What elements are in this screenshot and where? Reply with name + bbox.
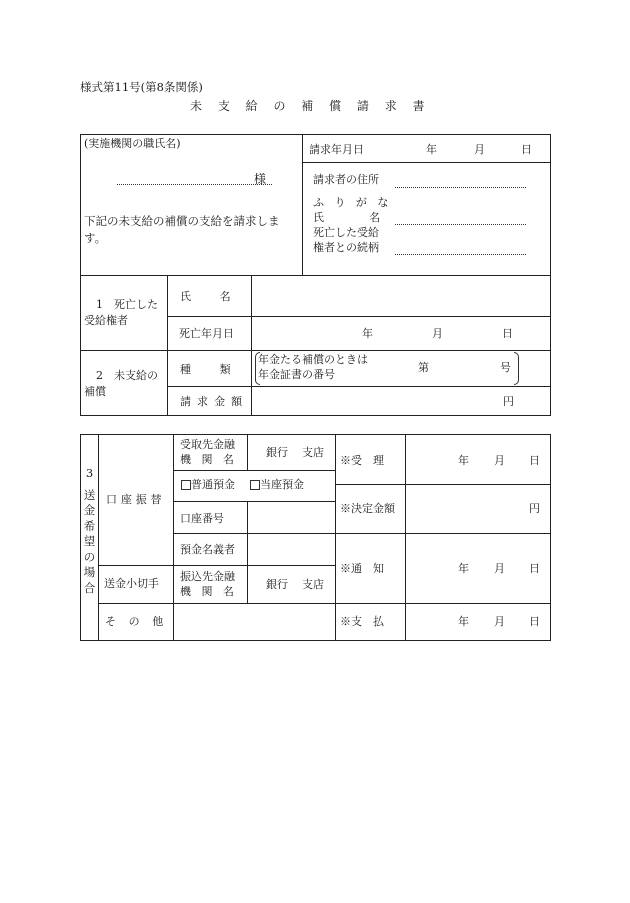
pension-number-dai: 第: [418, 361, 429, 374]
payment-label: ※支 払: [340, 615, 384, 628]
death-date-year: 年: [362, 327, 373, 340]
request-text-line2: す。: [84, 231, 107, 245]
futsu-label: 普通預金: [191, 478, 235, 491]
remit-inst-label-line2: 機関名: [180, 585, 245, 598]
received-label: ※受 理: [340, 454, 384, 467]
section12-col1: [167, 275, 168, 416]
section3-col4: [335, 434, 336, 641]
section3-label-char: 3: [85, 466, 94, 480]
section3-bottom: [80, 640, 551, 641]
section3-label-char: 合: [83, 580, 96, 595]
relation-label-line1: 死亡した受給: [313, 226, 379, 239]
deceased-name-field[interactable]: [252, 276, 550, 316]
section3-label-char: 希: [83, 518, 96, 533]
claim-amount-label: 請求金額: [180, 395, 249, 408]
section3-label-char: 場: [83, 565, 96, 579]
received-year: 年: [458, 454, 469, 467]
account-holder-label: 預金名義者: [180, 543, 235, 556]
remit-branch: 支店: [302, 578, 324, 591]
check-label: 送金小切手: [104, 577, 159, 590]
top-box-top: [80, 134, 551, 135]
request-date-year: 年: [426, 143, 437, 156]
requester-name-label: 氏名: [313, 211, 426, 224]
death-date-day: 日: [502, 327, 513, 340]
section2-label-line2: 補償: [84, 385, 106, 398]
pension-note-line2: 年金証書の番号: [258, 368, 335, 381]
honorific: 様: [254, 172, 267, 186]
section3-label-char: 金: [83, 503, 96, 517]
relation-field[interactable]: [395, 254, 526, 255]
requester-address-label: 請求者の住所: [313, 173, 379, 186]
receive-branch: 支店: [302, 446, 324, 459]
section3-col5: [405, 434, 406, 641]
death-date-label: 死亡年月日: [179, 327, 234, 340]
futsu-checkbox[interactable]: [181, 480, 191, 490]
top-box-divider: [302, 134, 303, 275]
notice-month: 月: [494, 562, 505, 575]
remit-bank: 銀行: [266, 578, 288, 591]
notice-bottom: [335, 603, 551, 604]
relation-label-line2: 権者との続柄: [313, 241, 379, 254]
toza-label: 当座預金: [260, 478, 304, 491]
decided-bottom: [335, 533, 551, 534]
institution-name-field[interactable]: [117, 184, 272, 185]
request-text-line1: 下記の未支給の補償の支給を請求しま: [84, 214, 280, 228]
received-month: 月: [494, 454, 505, 467]
benefit-type-label: 種類: [180, 363, 260, 376]
deceased-name-label: 氏名: [180, 290, 260, 303]
furigana-label: ふりがな: [313, 196, 399, 209]
section1-bottom: [80, 350, 551, 351]
transfer-bottom: [98, 565, 335, 566]
pension-number-go: 号: [500, 361, 511, 374]
receive-bank: 銀行: [266, 446, 288, 459]
claim-amount-yen: 円: [503, 395, 514, 408]
pension-bracket-right: [514, 352, 519, 385]
section3-label-char: 望: [83, 534, 96, 548]
institution-label: (実施機関の職氏名): [84, 137, 181, 150]
death-date-month: 月: [432, 327, 443, 340]
request-date-underline: [302, 162, 551, 163]
receive-inst-label-line1: 受取先金融: [180, 438, 235, 451]
requester-name-field[interactable]: [395, 224, 526, 225]
requester-address-field[interactable]: [395, 187, 526, 188]
received-day: 日: [529, 454, 540, 467]
decided-amount-label: ※決定金額: [340, 502, 395, 515]
request-date-month: 月: [474, 143, 485, 156]
request-date-label: 請求年月日: [309, 143, 364, 156]
notice-day: 日: [529, 562, 540, 575]
section2-label-line1: 2 未支給の: [96, 369, 158, 382]
account-holder-field[interactable]: [248, 534, 334, 564]
page-title: 未 支 給 の 補 償 請 求 書: [190, 99, 431, 113]
section3-col3: [247, 434, 248, 470]
section3-right: [550, 434, 551, 641]
receive-inst-bottom: [173, 470, 335, 471]
other-field[interactable]: [174, 604, 334, 639]
section1-label-line2: 受給権者: [84, 314, 128, 327]
pension-note-line1: 年金たる補償のときは: [258, 353, 368, 366]
section3-top: [80, 434, 551, 435]
form-number: 様式第11号(第8条関係): [80, 80, 203, 94]
toza-checkbox[interactable]: [250, 480, 260, 490]
account-number-label: 口座番号: [180, 512, 224, 525]
remit-inst-label-line1: 振込先金融: [180, 570, 235, 583]
received-bottom: [335, 484, 551, 485]
decided-amount-yen: 円: [529, 502, 540, 515]
section3-vertical-label: [80, 466, 99, 596]
notice-year: 年: [458, 562, 469, 575]
section1-mid: [167, 316, 551, 317]
section1-label-line1: 1 死亡した: [96, 298, 158, 311]
other-label: その他: [105, 615, 176, 628]
payment-month: 月: [494, 615, 505, 628]
receive-inst-label-line2: 機関名: [180, 453, 245, 466]
section3-label-char: 送: [83, 487, 96, 502]
notice-label: ※通 知: [340, 562, 384, 575]
account-number-field[interactable]: [248, 502, 334, 532]
request-date-day: 日: [521, 143, 532, 156]
transfer-label: 口座振替: [106, 493, 166, 506]
section2-bottom: [80, 415, 551, 416]
payment-day: 日: [529, 615, 540, 628]
payment-year: 年: [458, 615, 469, 628]
section3-label-char: の: [83, 549, 96, 564]
